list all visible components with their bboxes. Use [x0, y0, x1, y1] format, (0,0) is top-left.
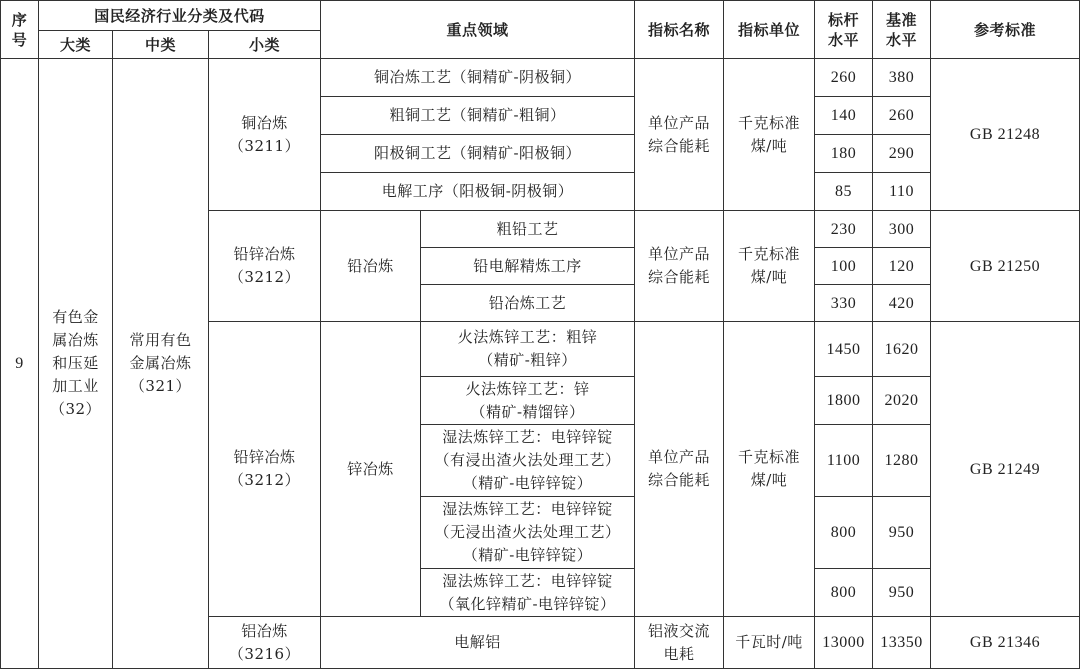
- indicator-unit-lead: 千克标准 煤/吨: [724, 211, 815, 322]
- seq-cell: 9: [1, 59, 39, 669]
- indicator-name-aluminum: 铝液交流 电耗: [635, 617, 724, 669]
- field-cell: 粗铅工艺: [421, 211, 635, 248]
- benchmark-value: 100: [815, 248, 873, 285]
- baseline-value: 290: [873, 135, 931, 173]
- header-indicator-unit: 指标单位: [724, 1, 815, 59]
- header-reference: 参考标准: [931, 1, 1080, 59]
- benchmark-value: 1800: [815, 377, 873, 425]
- baseline-value: 380: [873, 59, 931, 97]
- header-row-1: [1, 1, 1080, 31]
- benchmark-value: 13000: [815, 617, 873, 669]
- baseline-value: 300: [873, 211, 931, 248]
- benchmark-value: 230: [815, 211, 873, 248]
- benchmark-value: 1450: [815, 322, 873, 377]
- field-cell: 湿法炼锌工艺：电锌锌锭 （有浸出渣火法处理工艺） （精矿-电锌锌锭）: [421, 425, 635, 497]
- header-field: 重点领域: [321, 1, 635, 59]
- benchmark-value: 140: [815, 97, 873, 135]
- header-industry: 国民经济行业分类及代码: [39, 1, 321, 31]
- indicator-name-lead: 单位产品 综合能耗: [635, 211, 724, 322]
- benchmark-value: 180: [815, 135, 873, 173]
- indicator-name-copper: 单位产品 综合能耗: [635, 59, 724, 211]
- header-small-category: 小类: [209, 31, 321, 59]
- baseline-value: 260: [873, 97, 931, 135]
- field-cell: 铅冶炼工艺: [421, 285, 635, 322]
- indicator-name-zinc: 单位产品 综合能耗: [635, 322, 724, 617]
- field-cell: 电解工序（阳极铜-阴极铜）: [321, 173, 635, 211]
- indicator-unit-zinc: 千克标准 煤/吨: [724, 322, 815, 617]
- indicator-unit-aluminum: 千瓦时/吨: [724, 617, 815, 669]
- benchmark-value: 1100: [815, 425, 873, 497]
- header-benchmark: 标杆 水平: [815, 1, 873, 59]
- reference-standard-lead: GB 21250: [931, 211, 1080, 322]
- field-cell: 铅电解精炼工序: [421, 248, 635, 285]
- field-cell: 阳极铜工艺（铜精矿-阳极铜）: [321, 135, 635, 173]
- field-cell: 湿法炼锌工艺：电锌锌锭 （氧化锌精矿-电锌锌锭）: [421, 569, 635, 617]
- baseline-value: 13350: [873, 617, 931, 669]
- header-mid-category: 中类: [113, 31, 209, 59]
- benchmark-value: 85: [815, 173, 873, 211]
- reference-standard-copper: GB 21248: [931, 59, 1080, 211]
- subcategory-lead: 铅冶炼: [321, 211, 421, 322]
- small-category-zinc: 铅锌冶炼 （3212）: [209, 322, 321, 617]
- baseline-value: 420: [873, 285, 931, 322]
- baseline-value: 950: [873, 569, 931, 617]
- reference-standard-aluminum: GB 21346: [931, 617, 1080, 669]
- benchmark-value: 330: [815, 285, 873, 322]
- header-baseline: 基准 水平: [873, 1, 931, 59]
- mid-category-cell: 常用有色 金属冶炼 （321）: [113, 59, 209, 669]
- baseline-value: 1620: [873, 322, 931, 377]
- table-row: [1, 59, 1080, 97]
- field-cell: 电解铝: [321, 617, 635, 669]
- field-cell: 粗铜工艺（铜精矿-粗铜）: [321, 97, 635, 135]
- field-cell: 火法炼锌工艺：锌 （精矿-精馏锌）: [421, 377, 635, 425]
- field-cell: 火法炼锌工艺：粗锌 （精矿-粗锌）: [421, 322, 635, 377]
- reference-standard-zinc: GB 21249: [931, 322, 1080, 617]
- field-cell: 铜冶炼工艺（铜精矿-阴极铜）: [321, 59, 635, 97]
- benchmark-value: 800: [815, 497, 873, 569]
- subcategory-zinc: 锌冶炼: [321, 322, 421, 617]
- small-category-copper: 铜冶炼 （3211）: [209, 59, 321, 211]
- indicator-unit-copper: 千克标准 煤/吨: [724, 59, 815, 211]
- baseline-value: 1280: [873, 425, 931, 497]
- baseline-value: 950: [873, 497, 931, 569]
- benchmark-value: 260: [815, 59, 873, 97]
- field-cell: 湿法炼锌工艺：电锌锌锭 （无浸出渣火法处理工艺） （精矿-电锌锌锭）: [421, 497, 635, 569]
- header-seq: 序 号: [1, 1, 39, 59]
- benchmark-value: 800: [815, 569, 873, 617]
- header-big-category: 大类: [39, 31, 113, 59]
- small-category-aluminum: 铝冶炼 （3216）: [209, 617, 321, 669]
- baseline-value: 110: [873, 173, 931, 211]
- big-category-cell: 有色金 属冶炼 和压延 加工业 （32）: [39, 59, 113, 669]
- header-indicator-name: 指标名称: [635, 1, 724, 59]
- small-category-lead: 铅锌冶炼 （3212）: [209, 211, 321, 322]
- baseline-value: 2020: [873, 377, 931, 425]
- baseline-value: 120: [873, 248, 931, 285]
